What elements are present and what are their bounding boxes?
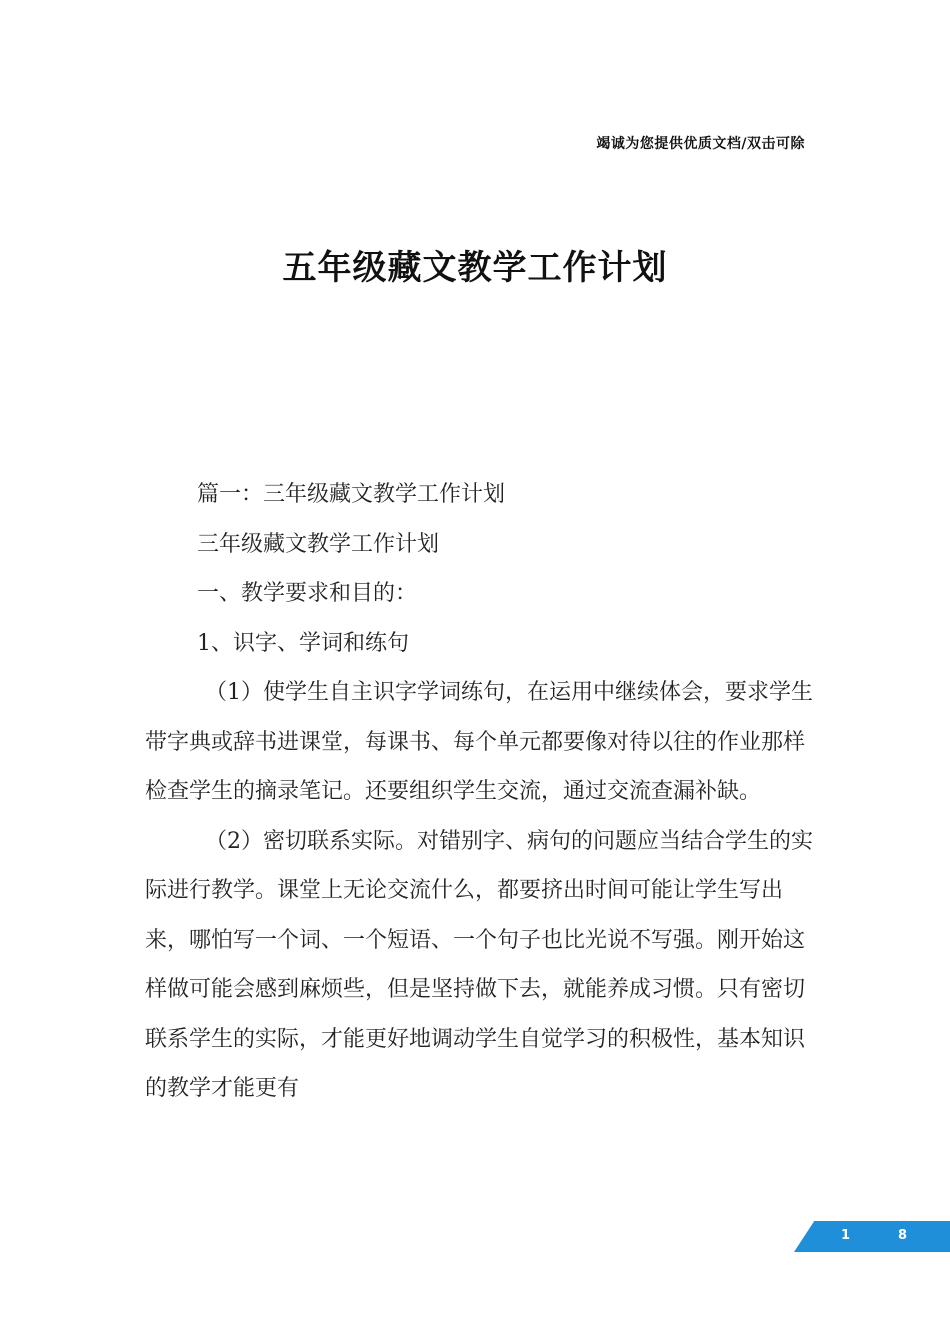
document-body [145, 470, 825, 1114]
page-current: 1 [841, 1228, 851, 1243]
page-number-badge [794, 1221, 950, 1252]
paragraph-text: （1）使学生自主识字学词练句，在运用中继续体会，要求学生带字典或辞书进课堂，每课书、每个单元都要像对待以往的作业那样检查学生的摘录笔记。还要组织学生交流，通过交流查漏补缺。 [145, 680, 813, 804]
paragraph-text: （2）密切联系实际。对错别字、病句的问题应当结合学生的实际进行教学。课堂上无论交流什么，都要挤出时间可能让学生写出来，哪怕写一个词、一个短语、一个句子也比光说不写强。刚开始这样做可能会感到麻烦些，但是坚持做下去，就能养成习惯。只有密切联系学生的实际，才能更好地调动学生自觉学习的积极性，基本知识的教学才能更有 [145, 828, 813, 1101]
page-total: 8 [898, 1228, 908, 1243]
paragraph [145, 668, 825, 817]
document-title: 五年级藏文教学工作计划 [282, 248, 668, 288]
paragraph: 1、识字、学词和练句 [197, 630, 409, 656]
paragraph [145, 817, 825, 1114]
paragraph: 篇一：三年级藏文教学工作计划 [197, 482, 506, 507]
paragraph: 一、教学要求和目的： [197, 581, 418, 606]
header-note: 竭诚为您提供优质文档/双击可除 [596, 136, 805, 152]
paragraph: 三年级藏文教学工作计划 [197, 531, 440, 557]
